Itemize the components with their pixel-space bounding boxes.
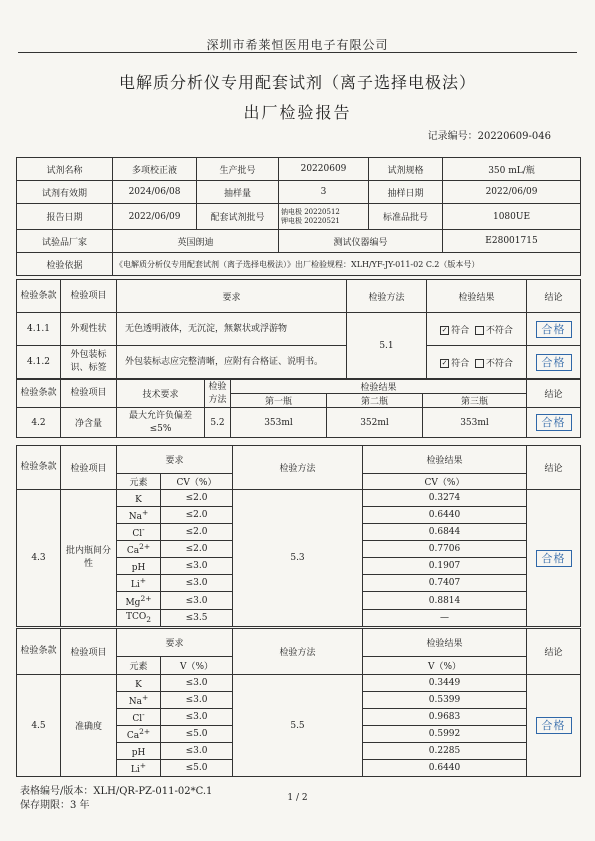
col-results: 检验结果 [231, 380, 527, 394]
col-method: 检验方法 [233, 629, 363, 675]
element-cell: K [117, 490, 161, 507]
item-cell: 外观性状 [61, 313, 117, 346]
clause-cell: 4.1.2 [17, 346, 61, 379]
col-clause: 检验条款 [17, 446, 61, 490]
company-name: 深圳市希莱恒医用电子有限公司 [206, 38, 389, 52]
method-cell: 5.5 [233, 675, 363, 777]
col-element: 元素 [117, 657, 161, 675]
result-cv-header: CV（%） [363, 474, 527, 490]
result-cell: 0.8814 [363, 592, 527, 610]
verdict-cell [527, 313, 581, 346]
requirement-cell: ≤3.0 [161, 558, 233, 575]
col-method: 检验方法 [233, 446, 363, 490]
requirement-cell: 无色透明液体，无沉淀，無絮状或浮游物 [117, 313, 347, 346]
reagent-name-value: 多项校正液 [113, 158, 197, 181]
element-cell: pH [117, 558, 161, 575]
dept-label: 试验品厂家 [17, 230, 113, 253]
element-cell: Cl- [117, 524, 161, 541]
qualified-stamp: 合格 [536, 414, 572, 431]
col-element: 元素 [117, 474, 161, 490]
result-cell: 0.6844 [363, 524, 527, 541]
qualified-stamp: 合格 [536, 550, 572, 567]
col-item: 检验项目 [61, 446, 117, 490]
col-result: 检验结果 [363, 446, 527, 474]
requirement-cell: 外包装标志应完整清晰，应附有合格证、说明书。 [117, 346, 347, 379]
element-cell: $TCO_2$ [117, 610, 161, 627]
clause-cell: 4.3 [17, 490, 61, 627]
col-item: 检验项目 [61, 629, 117, 675]
requirement-cell: ≤3.0 [161, 692, 233, 709]
requirement-cell: ≤5.0 [161, 760, 233, 777]
verdict-cell [527, 675, 581, 777]
table-row [17, 490, 581, 507]
col-item: 检验项目 [61, 280, 117, 313]
element-cell: pH [117, 743, 161, 760]
requirement-cell: ≤3.5 [161, 610, 233, 627]
item-cell: 外包装标识、标签 [61, 346, 117, 379]
bottle-2-value: 352ml [327, 408, 423, 438]
form-number: 表格编号/版本：XLH/QR-PZ-011-02*C.1 [20, 786, 213, 797]
verdict-cell [527, 408, 581, 438]
spec-value: 350 mL/瓶 [443, 158, 581, 181]
bottle-3-value: 353ml [423, 408, 527, 438]
element-cell: $Ca^{2+}$ [117, 541, 161, 558]
col-requirement: 要求 [117, 280, 347, 313]
col-v: V（%） [161, 657, 233, 675]
requirement-cell: ≤3.0 [161, 709, 233, 726]
checkbox-icon [475, 359, 484, 368]
result-cell: 0.6440 [363, 760, 527, 777]
record-number: 记录编号：20220609-046 [427, 131, 551, 142]
sample-qty-value: 3 [279, 181, 369, 204]
result-cell: 0.7706 [363, 541, 527, 558]
col-requirement: 技术要求 [117, 380, 205, 408]
appearance-table [16, 279, 581, 379]
result-cell [427, 346, 527, 379]
info-table [16, 157, 581, 276]
col-result: 检验结果 [363, 629, 527, 657]
requirement-cell: ≤5.0 [161, 726, 233, 743]
element-cell: Li+ [117, 760, 161, 777]
method-cell: 5.3 [233, 490, 363, 627]
col-method: 检验方法 [347, 280, 427, 313]
dept-value: 英国朗迪 [113, 230, 279, 253]
col-clause: 检验条款 [17, 280, 61, 313]
instrument-value: E28001715 [443, 230, 581, 253]
sample-date-label: 抽样日期 [369, 181, 443, 204]
batch-value: 20220609 [279, 158, 369, 181]
element-cell: K [117, 675, 161, 692]
table-row [17, 675, 581, 692]
requirement-cell: ≤3.0 [161, 575, 233, 592]
col-clause: 检验条款 [17, 380, 61, 408]
ng-label: 不符合 [485, 358, 513, 369]
col-verdict: 结论 [527, 280, 581, 313]
net-content-table [16, 379, 581, 438]
result-cell: 0.7407 [363, 575, 527, 592]
col-requirement: 要求 [117, 629, 233, 657]
result-cell: 0.5992 [363, 726, 527, 743]
requirement-cell: 最大允许负偏差≤5% [117, 408, 205, 438]
spec-label: 试剂规格 [369, 158, 443, 181]
ng-label: 不符合 [485, 325, 513, 336]
result-cell: 0.1907 [363, 558, 527, 575]
result-cell: 0.3274 [363, 490, 527, 507]
matched-batch-label: 配套试剂批号 [197, 204, 279, 230]
table-row [17, 408, 581, 438]
matched-batch-value [279, 204, 369, 230]
result-cell: 0.9683 [363, 709, 527, 726]
instrument-label: 测试仪器编号 [279, 230, 443, 253]
qualified-stamp: 合格 [536, 717, 572, 734]
basis-value: 《电解质分析仪专用配套试剂（离子选择电极法）》出厂检验规程：XLH/YF-JY-011-02 C.2（版本号） [113, 253, 581, 276]
page-number: 1 / 2 [287, 793, 308, 803]
bottle-1-header: 第一瓶 [231, 394, 327, 408]
method-cell: 5.2 [205, 408, 231, 438]
bottle-1-value: 353ml [231, 408, 327, 438]
requirement-cell: ≤3.0 [161, 675, 233, 692]
qualified-stamp: 合格 [536, 321, 572, 338]
accuracy-table [16, 628, 581, 777]
checked-box-icon: ✓ [441, 325, 448, 334]
header-divider [18, 52, 577, 53]
matched-batch-line2: 钾电极 20220521 [281, 216, 340, 225]
element-cell: Li+ [117, 575, 161, 592]
col-item: 检验项目 [61, 380, 117, 408]
ok-label: 符合 [451, 325, 470, 336]
item-cell: 净含量 [61, 408, 117, 438]
result-cell: — [363, 610, 527, 627]
ok-label: 符合 [451, 358, 470, 369]
result-cell [427, 313, 527, 346]
standard-batch-value: 1080UE [443, 204, 581, 230]
col-method: 检验方法 [205, 380, 231, 408]
requirement-cell: ≤3.0 [161, 592, 233, 610]
element-cell: $Mg^{2+}$ [117, 592, 161, 610]
report-title: 电解质分析仪专用配套试剂（离子选择电极法） [118, 73, 476, 92]
result-v-header: V（%） [363, 657, 527, 675]
requirement-cell: ≤2.0 [161, 507, 233, 524]
col-verdict: 结论 [527, 629, 581, 675]
result-cell: 0.3449 [363, 675, 527, 692]
col-result: 检验结果 [427, 280, 527, 313]
standard-batch-label: 标准品批号 [369, 204, 443, 230]
requirement-cell: ≤3.0 [161, 743, 233, 760]
col-verdict: 结论 [527, 380, 581, 408]
basis-label: 检验依据 [17, 253, 113, 276]
batch-label: 生产批号 [197, 158, 279, 181]
qualified-stamp: 合格 [536, 354, 572, 371]
reagent-name-label: 试剂名称 [17, 158, 113, 181]
element-cell: Cl- [117, 709, 161, 726]
report-date-value: 2022/06/09 [113, 204, 197, 230]
col-requirement: 要求 [117, 446, 233, 474]
col-clause: 检验条款 [17, 629, 61, 675]
sample-qty-label: 抽样量 [197, 181, 279, 204]
expiry-value: 2024/06/08 [113, 181, 197, 204]
bottle-3-header: 第三瓶 [423, 394, 527, 408]
report-subtitle: 出厂检验报告 [243, 103, 352, 122]
requirement-cell: ≤2.0 [161, 541, 233, 558]
checked-box-icon: ✓ [441, 358, 448, 367]
element-cell: Na+ [117, 692, 161, 709]
item-cell: 准确度 [61, 675, 117, 777]
checkbox-icon [475, 326, 484, 335]
clause-cell: 4.5 [17, 675, 61, 777]
result-cell: 0.5399 [363, 692, 527, 709]
result-cell: 0.2285 [363, 743, 527, 760]
col-verdict: 结论 [527, 446, 581, 490]
requirement-cell: ≤2.0 [161, 524, 233, 541]
requirement-cell: ≤2.0 [161, 490, 233, 507]
report-date-label: 报告日期 [17, 204, 113, 230]
retention-period: 保存期限：3 年 [20, 800, 90, 811]
verdict-cell [527, 346, 581, 379]
table-row [17, 313, 581, 346]
col-cv: CV（%） [161, 474, 233, 490]
matched-batch-line1: 钠电极 20220512 [281, 207, 340, 216]
verdict-cell [527, 490, 581, 627]
table-row [17, 346, 581, 379]
clause-cell: 4.1.1 [17, 313, 61, 346]
method-cell: 5.1 [347, 313, 427, 379]
item-cell: 批内瓶间分性 [61, 490, 117, 627]
sample-date-value: 2022/06/09 [443, 181, 581, 204]
clause-cell: 4.2 [17, 408, 61, 438]
element-cell: Na+ [117, 507, 161, 524]
result-cell: 0.6440 [363, 507, 527, 524]
bottle-2-header: 第二瓶 [327, 394, 423, 408]
homogeneity-table [16, 445, 581, 627]
expiry-label: 试剂有效期 [17, 181, 113, 204]
element-cell: $Ca^{2+}$ [117, 726, 161, 743]
